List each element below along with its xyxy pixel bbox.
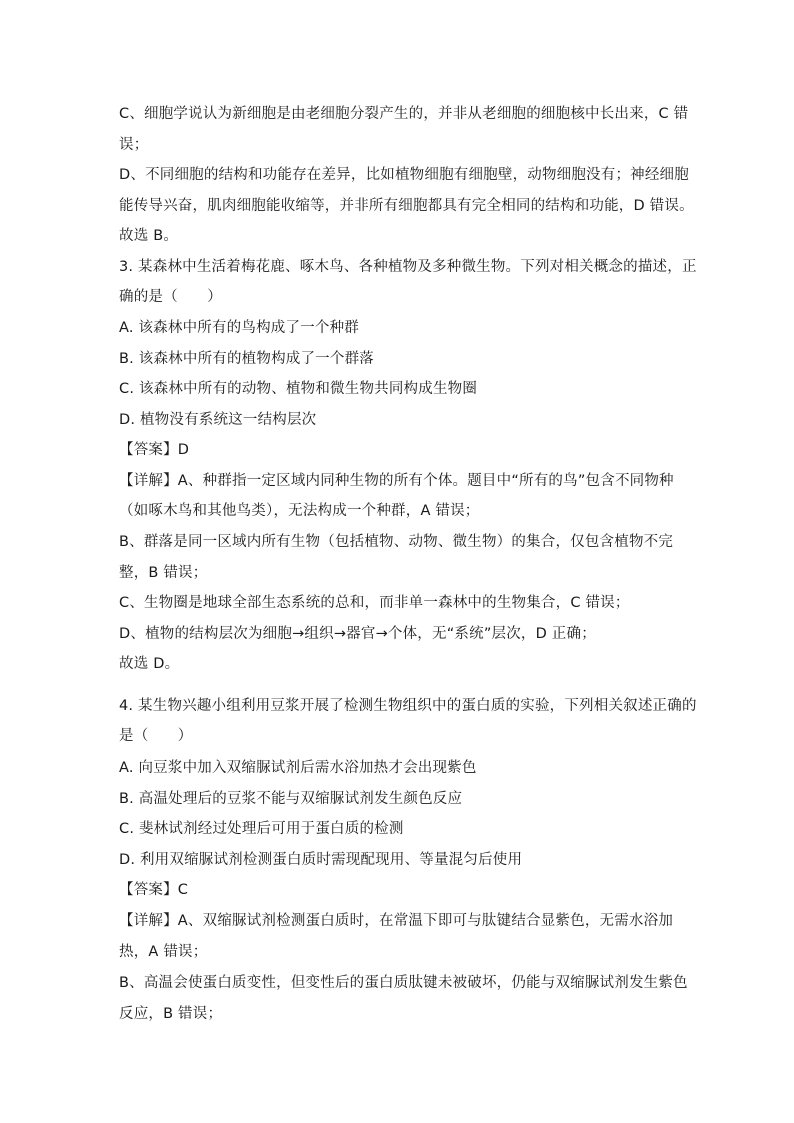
text-line: B、高温会使蛋白质变性，但变性后的蛋白质肽键未被破坏，仍能与双缩脲试剂发生紫色 [119, 975, 688, 991]
text-line: D、不同细胞的结构和功能存在差异，比如植物细胞有细胞壁，动物细胞没有；神经细胞 [119, 167, 689, 183]
text-line: 反应，B 错误； [119, 1006, 223, 1022]
answer-label: 【答案】C [119, 882, 189, 898]
text-line: 热，A 错误； [119, 944, 208, 960]
text-line: 误； [119, 137, 149, 153]
explanation-line: 【详解】A、双缩脲试剂检测蛋白质时，在常温下即可与肽键结合显紫色，无需水浴加 [119, 913, 674, 929]
option-b: B. 该森林中所有的植物构成了一个群落 [119, 351, 374, 367]
option-c: C. 斐林试剂经过处理后可用于蛋白质的检测 [119, 821, 404, 837]
option-a: A. 该森林中所有的鸟构成了一个种群 [119, 320, 359, 336]
text-line: 故选 B。 [119, 228, 179, 244]
question-4-stem: 4. 某生物兴趣小组利用豆浆开展了检测生物组织中的蛋白质的实验，下列相关叙述正确的 [119, 698, 697, 714]
question-3-stem: 3. 某森林中生活着梅花鹿、啄木鸟、各种植物及多种微生物。下列对相关概念的描述，正 [119, 259, 697, 275]
text-line: B、群落是同一区域内所有生物（包括植物、动物、微生物）的集合，仅包含植物不完 [119, 534, 674, 550]
option-d: D. 利用双缩脲试剂检测蛋白质时需现配现用、等量混匀后使用 [119, 852, 523, 868]
option-c: C. 该森林中所有的动物、植物和微生物共同构成生物圈 [119, 381, 478, 397]
question-4-stem-cont: 是（ ） [119, 728, 193, 744]
text-line: 整，B 错误； [119, 565, 208, 581]
text-line: （如啄木鸟和其他鸟类），无法构成一个种群，A 错误； [119, 503, 480, 519]
text-line: C、生物圈是地球全部生态系统的总和，而非单一森林中的生物集合，C 错误； [119, 595, 630, 611]
answer-label: 【答案】D [119, 442, 190, 458]
text-line: D、植物的结构层次为细胞→组织→器官→个体，无“系统”层次，D 正确； [119, 626, 596, 642]
text-line: C、细胞学说认为新细胞是由老细胞分裂产生的，并非从老细胞的细胞核中长出来，C 错 [119, 106, 689, 122]
explanation-line: 【详解】A、种群指一定区域内同种生物的所有个体。题目中“所有的鸟”包含不同物种 [119, 473, 674, 489]
text-line: 能传导兴奋，肌肉细胞能收缩等，并非所有细胞都具有完全相同的结构和功能，D 错误。 [119, 198, 694, 214]
text-line: 故选 D。 [119, 656, 180, 672]
question-3-stem-cont: 确的是（ ） [119, 289, 222, 305]
option-d: D. 植物没有系统这一结构层次 [119, 412, 317, 428]
option-a: A. 向豆浆中加入双缩脲试剂后需水浴加热才会出现紫色 [119, 760, 477, 776]
option-b: B. 高温处理后的豆浆不能与双缩脲试剂发生颜色反应 [119, 791, 463, 807]
